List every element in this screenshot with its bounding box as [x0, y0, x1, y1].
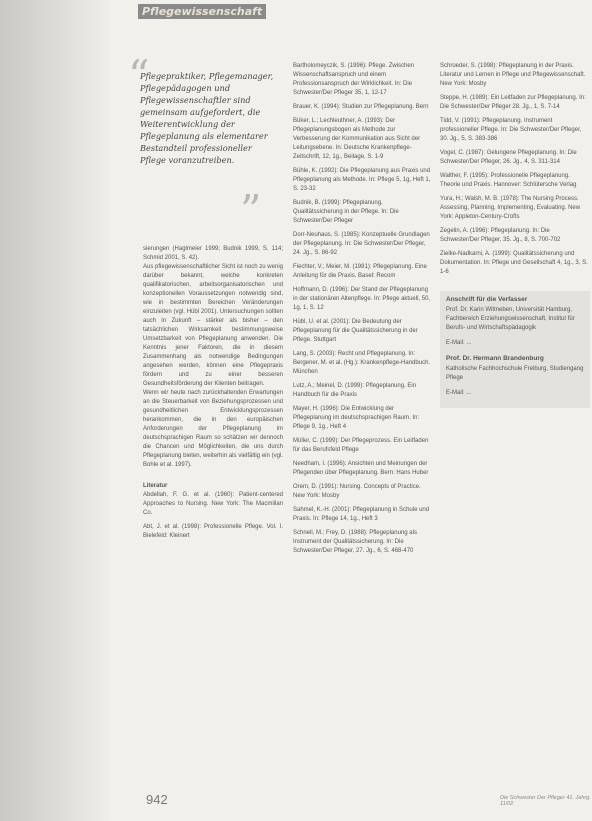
reference: Abdellah, F. G. et al. (1960): Patient-centered Approaches to Nursing. New York: The Macmillan Co.	[143, 492, 283, 516]
reference: Zielke-Nadkarni, A. (1999): Qualitätssicherung und Dokumentation. In: Pflege und Gesellschaft 4, 1g., 3, S. 1-6	[440, 251, 588, 275]
paragraph: Wenn wir heute nach zurückhaltenden Erwartungen an die Steuerbarkeit von Beziehungsprozessen und gesundheitlichen Entwicklungsprozessen herankommen, die in den europäischen Anforderungen der Pflegeplanung im deutschsprachigen Raum so schätzen wir dennoch die Chancen und Möglichkeiten, die uns durch Pflegeplanung bieten, weiterhin als vielfältig ein (vgl. Bohle et al. 1997).	[143, 390, 283, 468]
reference: Lutz, A.; Meinel, D. (1999): Pflegeplanung. Ein Handbuch für die Praxis	[293, 383, 417, 398]
author-box-title-2: Prof. Dr. Hermann Brandenburg	[446, 355, 544, 362]
reference: Steppe, H. (1989): Ein Leitfaden zur Pflegeplanung. In: Die Schwester/Der Pfleger 28. Jg., 1, S. 7-14	[440, 95, 586, 110]
pull-quote: Pflegepraktiker, Pflegemanager, Pflegepädagogen und Pflegewissenschaftler sind gemeinsam aufgefordert, die Weiterentwicklung der Pflegeplanung als elementarer Bestandteil professioneller Pflege voranzutreiben.	[140, 71, 274, 165]
page-number: 942	[146, 792, 168, 807]
reference: Orem, D. (1991): Nursing. Concepts of Practice. New York: Mosby	[293, 484, 421, 499]
reference: Bartholomeyczik, S. (1996): Pflege. Zwischen Wissenschaftsanspruch und einem Professionsanspruch der Wirklichkeit. In: Die Schwester/Der Pfleger 35, 1, 12-17	[293, 63, 415, 96]
paragraph: Aus pflegewissenschaftlicher Sicht ist noch zu wenig darüber bekannt, welche konkreten qualifikatorischen, arbeitsorganisatorischen und konzeptionellen Voraussetzungen notwendig sind, wie in bestimmten Bereichen Veränderungen einzuleiten (vgl. Hübl 2001). Untersuchungen sollten auch in Zukunft – stärker als bisher – den tatsächlichen Wirksamkeit bestimmungsweise Umsetzbarkeit von Pflegeplanung anwenden. Die Kenntnis jener Faktoren, die in diesem Zusammenhang als notwendige Bedingungen angesehen werden, können eine Pflegepraxis fördern und zu einer besseren Gesundheitsförderung der Klienten beitragen.	[143, 264, 283, 387]
reference: Tidd, V. (1991): Pflegeplanung. Instrument professioneller Pflege. In: Die Schwester/Der Pfleger, 30. Jg., 5, S. 383-386	[440, 118, 582, 142]
paragraph: sierungen (Haglmeier 1999; Budnik 1999, S. 114; Schmid 2001, S. 42).	[143, 246, 283, 261]
reference: Dorr-Neuhaus, S. (1985): Konzeptuelle Grundlagen der Pflegeplanung. In: Die Schwester/Der Pfleger, 24. Jg., S. 86-92	[293, 232, 430, 256]
reference: Müller, C. (1999): Der Pflegeprozess. Ein Leitfaden für das Berufsfeld Pflege	[293, 438, 429, 453]
author-box-line: Prof. Dr. Karin Wittneben, Universität Hamburg, Fachbereich Erziehungswissenschaft, Institut für Berufs- und Wirtschaftspädagogik	[446, 307, 575, 331]
reference: Needham, I. (1996): Ansichten und Meinungen der Pflegenden über Pflegeplanung. Bern: Hans Huber	[293, 461, 429, 476]
author-box-line: E-Mail: ...	[446, 340, 472, 346]
reference: Hoffmann, D. (1996): Der Stand der Pflegeplanung in der stationären Altenpflege. In: Pflege aktuell, 50, 1g, 1, S. 12	[293, 287, 431, 311]
references-column-3	[440, 62, 590, 408]
close-quote-icon: ”	[240, 186, 262, 235]
references-column-2	[293, 62, 433, 561]
author-address-box	[440, 291, 590, 408]
reference: Bühle, K. (1992): Die Pflegeplanung aus Praxis und Pflegeplanung als Methode. In: Pflege 5, 1g, Heft 1, S. 23-32	[293, 168, 431, 192]
author-box-line: Katholische Fachhochschule Freiburg, Studiengang Pflege	[446, 366, 584, 381]
reference: Vogel, C. (1987): Gelungene Pflegeplanung. In: Die Schwester/Der Pfleger, 26. Jg., 4, S. 311-314	[440, 150, 577, 165]
reference: Schroeder, S. (1998): Pflegeplanung in der Praxis. Literatur und Lernen in Pflege und Pflegewissenschaft. New York: Mosby	[440, 63, 586, 87]
reference: Abt, J. et al. (1998): Professionelle Pflege. Vol. I. Bielefeld: Kleinert	[143, 524, 283, 539]
reference: Zegelin, A. (1996): Pflegeplanung. In: Die Schwester/Der Pfleger, 35. Jg., 8, S. 700-702	[440, 228, 561, 243]
reference: Schnell, M.; Frey, D. (1988): Pflegeplanung als Instrument der Qualitätssicherung. In: Die Schwester/Der Pfleger, 27. Jg., 6, S. 468-470	[293, 530, 417, 554]
reference: Budnik, B. (1999): Pflegeplanung. Qualitätssicherung in der Pflege. In: Die Schwester/Der Pfleger	[293, 200, 399, 224]
reference: Brauer, K. (1994): Studien zur Pflegeplanung. Bern	[293, 104, 429, 110]
reference: Sahmel, K.-H. (2001): Pflegeplanung in Schule und Praxis. In: Pflege 14, 1g., Heft 3	[293, 507, 430, 522]
reference: Fiechter, V.; Meier, M. (1981): Pflegeplanung. Eine Anleitung für die Praxis. Basel: Recom	[293, 264, 427, 279]
reference: Hübl, U. et al. (2001): Die Bedeutung der Pflegeplanung für die Qualitätssicherung in der Pflege. Stuttgart	[293, 319, 418, 343]
page-shadow	[0, 0, 110, 821]
reference: Yura, H.; Walsh, M. B. (1978): The Nursing Process. Assessing, Planning, Implementing, Evaluating. New York: Appleton-Century-Crofts	[440, 196, 581, 220]
reference: Mayer, H. (1996): Die Entwicklung der Pflegeplanung im deutschsprachigen Raum. In: Pflege 9, 1g., Heft 4	[293, 406, 420, 430]
section-header: Pflegewissenschaft	[138, 4, 266, 19]
body-column-1	[143, 245, 283, 546]
reference: Büker, L.; Lechleuthner, A. (1993): Der Pflegeplanungsbogen als Methode zur Verbesserung der Kommunikation aus Sicht der Leitungsebene. In: Deutsche Krankenpflege-Zeitschrift, 12, 1g., Beilage, S. 1-9	[293, 118, 421, 160]
author-box-title: Anschrift für die Verfasser	[446, 296, 528, 303]
literature-heading: Literatur	[143, 483, 168, 489]
open-quote-icon: “	[128, 51, 150, 100]
author-box-line: E-Mail: ...	[446, 390, 472, 396]
reference: Walther, F. (1995): Professionelle Pflegeplanung. Theorie und Praxis. Hannover: Schlütersche Verlag	[440, 173, 577, 188]
reference: Lang, S. (2003): Recht und Pflegeplanung. In: Bergener, M. et al. (Hg.): Krankenpflege-Handbuch. München	[293, 351, 431, 375]
journal-footer: Die Schwester Der Pfleger 41. Jahrg. 11/02	[500, 795, 591, 807]
